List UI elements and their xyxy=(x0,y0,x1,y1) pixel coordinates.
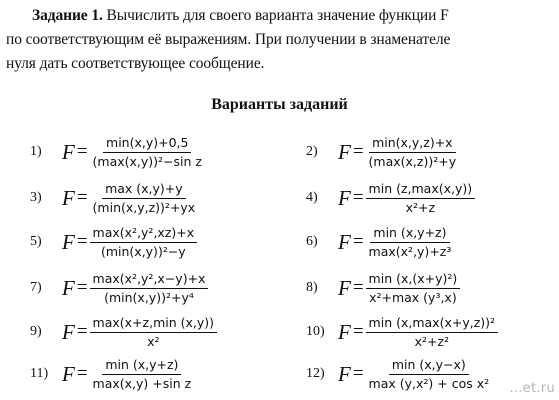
formula-fraction xyxy=(90,135,205,170)
variant-5 xyxy=(30,220,197,264)
formula-denominator: (min(x,y))²−y xyxy=(100,243,186,259)
formula-numerator: min(x,y)+0,5 xyxy=(103,135,191,153)
function-symbol: F xyxy=(62,185,75,210)
function-symbol: F xyxy=(338,275,351,300)
formula-fraction xyxy=(90,181,199,216)
formula-numerator: min (x,(x+y)²) xyxy=(366,271,461,289)
formula-denominator: max(x,y) +sin z xyxy=(92,375,192,391)
formula-denominator: (max(x,z))²+y xyxy=(368,153,457,169)
variant-number: 3) xyxy=(30,190,42,205)
equals-sign: = xyxy=(352,321,364,342)
equals-sign: = xyxy=(352,363,364,384)
task-label: Задание 1. xyxy=(32,7,103,24)
function-symbol: F xyxy=(338,185,351,210)
variant-4 xyxy=(306,176,475,220)
function-symbol: F xyxy=(338,139,351,164)
function-symbol: F xyxy=(62,361,75,386)
function-symbol: F xyxy=(62,229,75,254)
formula-fraction xyxy=(366,357,493,392)
formula-denominator: x²+max (y³,x) xyxy=(369,289,457,305)
variant-8 xyxy=(306,266,460,310)
variant-9 xyxy=(30,310,217,354)
variant-number: 8) xyxy=(306,280,318,295)
formula-numerator: max(x+z,min (x,y)) xyxy=(90,315,217,333)
equals-sign: = xyxy=(76,187,88,208)
task-text xyxy=(6,4,554,76)
formula-fraction xyxy=(366,271,461,306)
formula-fraction xyxy=(90,271,209,306)
variant-12 xyxy=(306,352,492,396)
function-symbol: F xyxy=(338,229,351,254)
function-symbol: F xyxy=(62,275,75,300)
formula-numerator: min (x,y−x) xyxy=(389,357,469,375)
formula-denominator: max (y,x²) + cos x² xyxy=(368,375,490,391)
equals-sign: = xyxy=(352,141,364,162)
variant-1 xyxy=(30,130,205,174)
watermark: …et.ru xyxy=(509,381,555,396)
formula-numerator: min (x,y+z) xyxy=(370,225,449,243)
equals-sign: = xyxy=(352,277,364,298)
variant-number: 2) xyxy=(306,144,318,159)
variant-2 xyxy=(306,130,459,174)
formula-fraction xyxy=(366,181,476,216)
equals-sign: = xyxy=(76,141,88,162)
formula-denominator: x² xyxy=(147,333,160,349)
formula-numerator: min (x,y+z) xyxy=(102,357,181,375)
equals-sign: = xyxy=(76,321,88,342)
formula-fraction xyxy=(90,225,198,260)
variant-number: 12) xyxy=(306,366,325,381)
formula-fraction xyxy=(90,315,217,350)
variant-number: 9) xyxy=(30,324,42,339)
function-symbol: F xyxy=(62,139,75,164)
formula-numerator: min (x,max(x+y,z))² xyxy=(366,315,498,333)
variant-number: 4) xyxy=(306,190,318,205)
formula-denominator: x²+z xyxy=(405,199,436,215)
variant-number: 5) xyxy=(30,234,42,249)
function-symbol: F xyxy=(338,319,351,344)
function-symbol: F xyxy=(338,361,351,386)
formula-numerator: min(x,y,z)+x xyxy=(369,135,456,153)
variant-10 xyxy=(306,310,498,354)
equals-sign: = xyxy=(352,187,364,208)
variant-3 xyxy=(30,176,198,220)
equals-sign: = xyxy=(76,231,88,252)
task-line-1 xyxy=(6,4,554,28)
formula-denominator: (min(x,y))²+y⁴ xyxy=(104,289,194,305)
formula-denominator: (min(x,y,z))²+yx xyxy=(92,199,196,215)
variant-11 xyxy=(30,352,194,396)
task-line-3: нуля дать соответствующее сообщение. xyxy=(6,55,265,72)
formula-numerator: max(x²,y²,xz)+x xyxy=(90,225,198,243)
formula-fraction xyxy=(366,225,455,260)
variant-6 xyxy=(306,220,454,264)
equals-sign: = xyxy=(76,363,88,384)
formula-numerator: max (x,y)+y xyxy=(102,181,186,199)
variant-7 xyxy=(30,266,208,310)
formula-numerator: min (z,max(x,y)) xyxy=(366,181,476,199)
task-line-1-text: Вычислить для своего варианта значение функции F xyxy=(102,7,449,24)
variant-number: 10) xyxy=(306,324,325,339)
formula-fraction xyxy=(90,357,195,392)
task-line-2: по соответствующим её выражениям. При получении в знаменателе xyxy=(6,31,451,48)
formula-fraction xyxy=(366,135,460,170)
formula-fraction xyxy=(366,315,498,350)
formula-denominator: x²+z² xyxy=(414,333,450,349)
variant-number: 6) xyxy=(306,234,318,249)
variants-heading: Варианты заданий xyxy=(211,96,348,113)
equals-sign: = xyxy=(76,277,88,298)
formula-numerator: max(x²,y²,x−y)+x xyxy=(90,271,209,289)
variant-number: 1) xyxy=(30,144,42,159)
variant-number: 7) xyxy=(30,280,42,295)
function-symbol: F xyxy=(62,319,75,344)
equals-sign: = xyxy=(352,231,364,252)
formula-denominator: (max(x,y))²−sin z xyxy=(92,153,202,169)
variant-number: 11) xyxy=(30,366,49,381)
formula-denominator: max(x²,y)+z³ xyxy=(368,243,452,259)
